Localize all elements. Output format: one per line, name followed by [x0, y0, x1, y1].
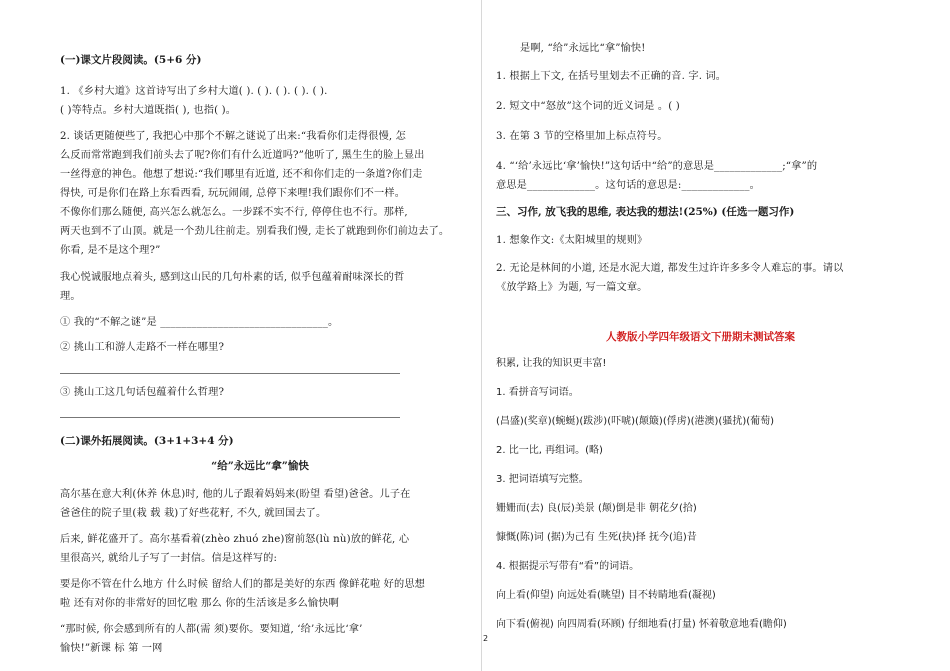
answer-line: 向下看(俯视) 向四周看(环顾) 仔细地看(打量) 怀着敬意地看(瞻仰) [496, 619, 787, 630]
passage-line: 两天也到不了山顶。就是一个劲儿往前走。别看我们慢, 走长了就跑到你们前边去了。 [60, 226, 450, 237]
story-line: 啦 还有对你的非常好的回忆啦 那么 你的生活该是多么愉快啊 [60, 598, 339, 609]
writing-option-2-line2: 《放学路上》为题, 写一篇文章。 [496, 282, 648, 293]
answer-line[interactable] [60, 417, 400, 418]
answer-line[interactable] [60, 373, 400, 374]
passage-line: 得快, 可是你们在路上东看西看, 玩玩闹闹, 总停下来哩!我们跟你们不一样。 [60, 188, 406, 199]
story-line: 里很高兴, 就给儿子写了一封信。信是这样写的: [60, 553, 278, 564]
question-1-line1: 1. 《乡村大道》这首诗写出了乡村大道( ). ( ). ( ). ( ). ( ). [60, 86, 328, 97]
passage-line: 理。 [60, 291, 81, 302]
answer-line: 4. 根据提示写带有“看”的词语。 [496, 561, 640, 572]
section2-heading: (二)课外拓展阅读。(3+1+3+4 分) [60, 435, 234, 447]
reading-question-4-line2: 意思是_____________。这句话的意思是:_____________。 [496, 180, 760, 191]
page-number: 2 [483, 634, 489, 643]
passage-line: 一丝得意的神色。他想了想说:“我们哪里有近道, 还不和你们走的一条道?你们走 [60, 169, 423, 180]
answer-line: 3. 把词语填写完整。 [496, 474, 589, 485]
column-divider [481, 0, 482, 671]
passage-line: 我心悦诚服地点着头, 感到这山民的几句朴素的话, 似乎包蕴着耐味深长的哲 [60, 272, 405, 283]
sub-question-1: ① 我的“不解之谜”是 ________________________________。 [60, 317, 339, 328]
story-line: 后来, 鲜花盛开了。高尔基看着(zhèo zhuó zhe)窗前怒(lù nù)放的鲜花, 心 [60, 534, 410, 545]
answer-key-title: 人教版小学四年级语文下册期末测试答案 [606, 331, 795, 343]
story-end-line: 是啊, “给”永远比“拿”愉快! [520, 43, 646, 54]
answer-line: 2. 比一比, 再组词。(略) [496, 445, 603, 456]
section3-heading: 三、习作, 放飞我的思维, 表达我的想法!(25%) (任选一题习作) [496, 206, 795, 218]
passage-line: 你看, 是不是这个理?” [60, 245, 161, 256]
answer-line: 慷慨(陈)词 (据)为己有 生死(抉)择 抚今(追)昔 [496, 532, 697, 543]
answer-line: 向上看(仰望) 向远处看(眺望) 目不转睛地看(凝视) [496, 590, 716, 601]
passage-line: 2. 谈话更随便些了, 我把心中那个不解之谜说了出来:“我看你们走得很慢, 怎 [60, 131, 407, 142]
passage-line: 么反而常常跑到我们前头去了呢?你们有什么近道吗?”他听了, 黑生生的脸上显出 [60, 150, 425, 161]
passage-line: 不像你们那么随便, 高兴怎么就怎么。一步踩不实不行, 停停住也不行。那样, [60, 207, 408, 218]
reading-question-4-line1: 4. “‘给’永远比‘拿’愉快!”这句话中“给”的意思是_____________;“拿”的 [496, 161, 818, 172]
sub-question-3: ③ 挑山工这几句话包蕴着什么哲理? [60, 387, 225, 398]
story-line: 高尔基在意大利(休养 休息)时, 他的儿子跟着妈妈来(盼望 看望)爸爸。儿子在 [60, 489, 411, 500]
story-line: “那时候, 你会感到所有的人都(需 须)要你。要知道, ‘给’永远比‘拿’ [60, 624, 363, 635]
sub-question-2: ② 挑山工和游人走路不一样在哪里? [60, 342, 225, 353]
reading-question-3: 3. 在第 3 节的空格里加上标点符号。 [496, 131, 668, 142]
answer-line: 1. 看拼音写词语。 [496, 387, 579, 398]
answer-line: 积累, 让我的知识更丰富! [496, 358, 607, 369]
story-line: 要是你不管在什么地方 什么时候 留给人们的都是美好的东西 像鲜花啦 好的思想 [60, 579, 426, 590]
section1-heading: (一)课文片段阅读。(5+6 分) [60, 54, 202, 66]
reading-question-2: 2. 短文中“怒放”这个词的近义词是 。( ) [496, 101, 680, 112]
answer-line: (昌盛)(奖章)(蜿蜒)(跋涉)(吓唬)(颠簸)(俘虏)(港澳)(骚扰)(葡萄) [496, 416, 775, 427]
reading-question-1: 1. 根据上下文, 在括号里划去不正确的音. 字. 词。 [496, 71, 727, 82]
answer-line: 姗姗而(去) 良(辰)美景 (颠)倒是非 朝花夕(拾) [496, 503, 697, 514]
story-title: “给”永远比“拿”愉快 [211, 460, 309, 472]
story-line: 爸爸住的院子里(栽 载 栽)了好些花籽, 不久, 就回国去了。 [60, 508, 327, 519]
writing-option-1: 1. 想象作文:《太阳城里的规则》 [496, 235, 648, 246]
story-line: 愉快!”新课 标 第 一网 [60, 643, 163, 654]
writing-option-2-line1: 2. 无论是林间的小道, 还是水泥大道, 都发生过许许多多令人难忘的事。请以 [496, 263, 844, 274]
question-1-line2: ( )等特点。乡村大道既指( ), 也指( )。 [60, 105, 237, 116]
